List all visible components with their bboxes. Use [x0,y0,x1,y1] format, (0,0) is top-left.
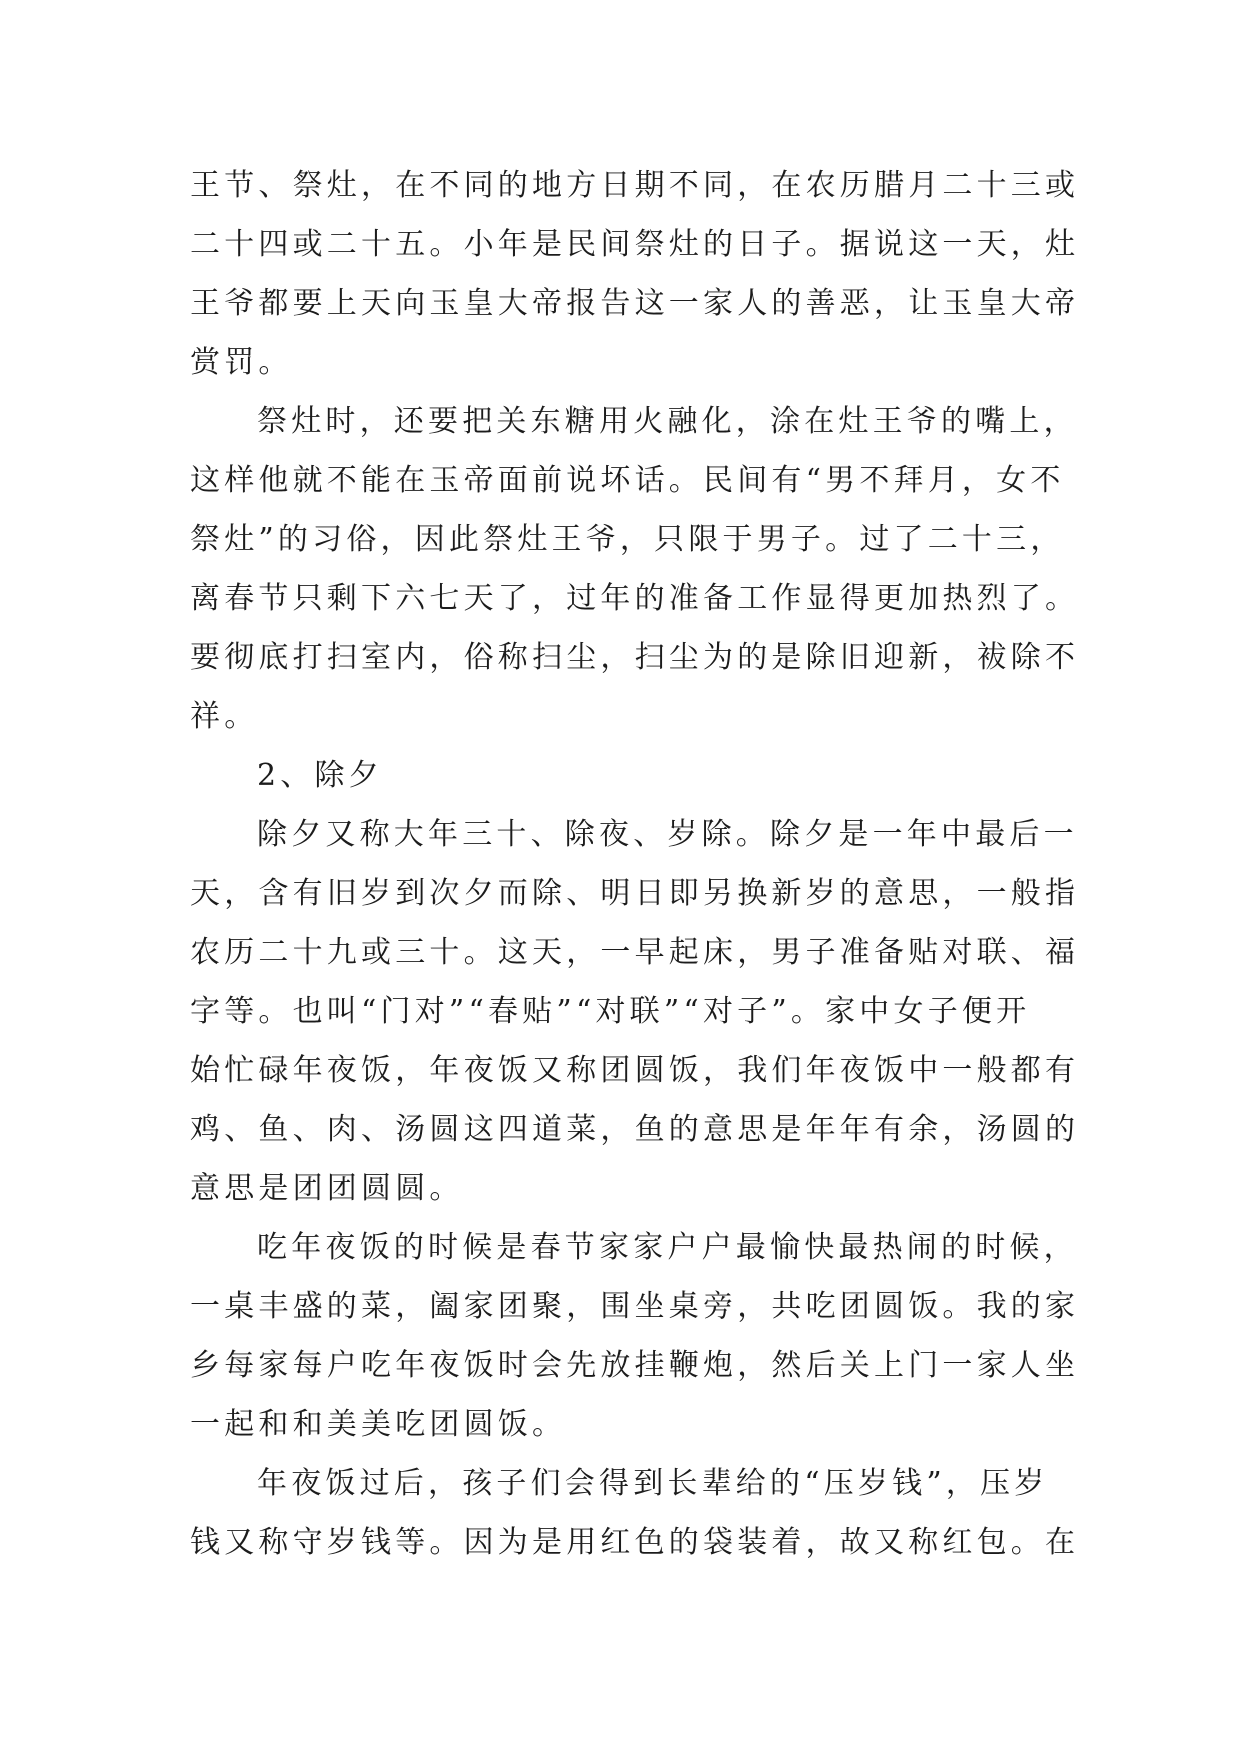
text-line: 鸡、鱼、肉、汤圆这四道菜，鱼的意思是年年有余，汤圆的 [190,1112,1080,1147]
text-line: 祭灶时，还要把关东糖用火融化，涂在灶王爷的嘴上， [257,404,1078,439]
text-line: 祭灶”的习俗，因此祭灶王爷，只限于男子。过了二十三， [190,522,1065,557]
text-line: 天，含有旧岁到次夕而除、明日即另换新岁的意思，一般指 [190,876,1080,911]
text-line: 一桌丰盛的菜，阖家团聚，围坐桌旁，共吃团圆饭。我的家 [190,1289,1080,1324]
text-line: 始忙碌年夜饭，年夜饭又称团圆饭，我们年夜饭中一般都有 [190,1053,1080,1088]
text-line: 乡每家每户吃年夜饭时会先放挂鞭炮，然后关上门一家人坐 [190,1348,1080,1383]
text-line: 农历二十九或三十。这天，一早起床，男子准备贴对联、福 [190,935,1080,970]
text-line: 王爷都要上天向玉皇大帝报告这一家人的善恶，让玉皇大帝 [190,286,1080,321]
document-body [190,156,1080,1572]
text-line: 一起和和美美吃团圆饭。 [190,1407,567,1442]
text-line: 2、除夕 [257,758,383,793]
text-line: 要彻底打扫室内，俗称扫尘，扫尘为的是除旧迎新，袚除不 [190,640,1080,675]
text-line: 离春节只剩下六七天了，过年的准备工作显得更加热烈了。 [190,581,1080,616]
text-line: 吃年夜饭的时候是春节家家户户最愉快最热闹的时候， [257,1230,1078,1265]
text-line: 二十四或二十五。小年是民间祭灶的日子。据说这一天，灶 [190,227,1080,262]
text-line: 除夕又称大年三十、除夜、岁除。除夕是一年中最后一 [257,817,1078,852]
text-line: 年夜饭过后，孩子们会得到长辈给的“压岁钱”，压岁 [257,1466,1049,1501]
text-line: 字等。也叫“门对”“春贴”“对联”“对子”。家中女子便开 [190,994,1031,1029]
text-line: 祥。 [190,699,259,734]
text-line: 钱又称守岁钱等。因为是用红色的袋装着，故又称红包。在 [190,1525,1080,1560]
text-line: 赏罚。 [190,345,293,380]
text-line: 意思是团团圆圆。 [190,1171,464,1206]
text-line: 这样他就不能在玉帝面前说坏话。民间有“男不拜月，女不 [190,463,1065,498]
text-line: 王节、祭灶，在不同的地方日期不同，在农历腊月二十三或 [190,168,1080,203]
